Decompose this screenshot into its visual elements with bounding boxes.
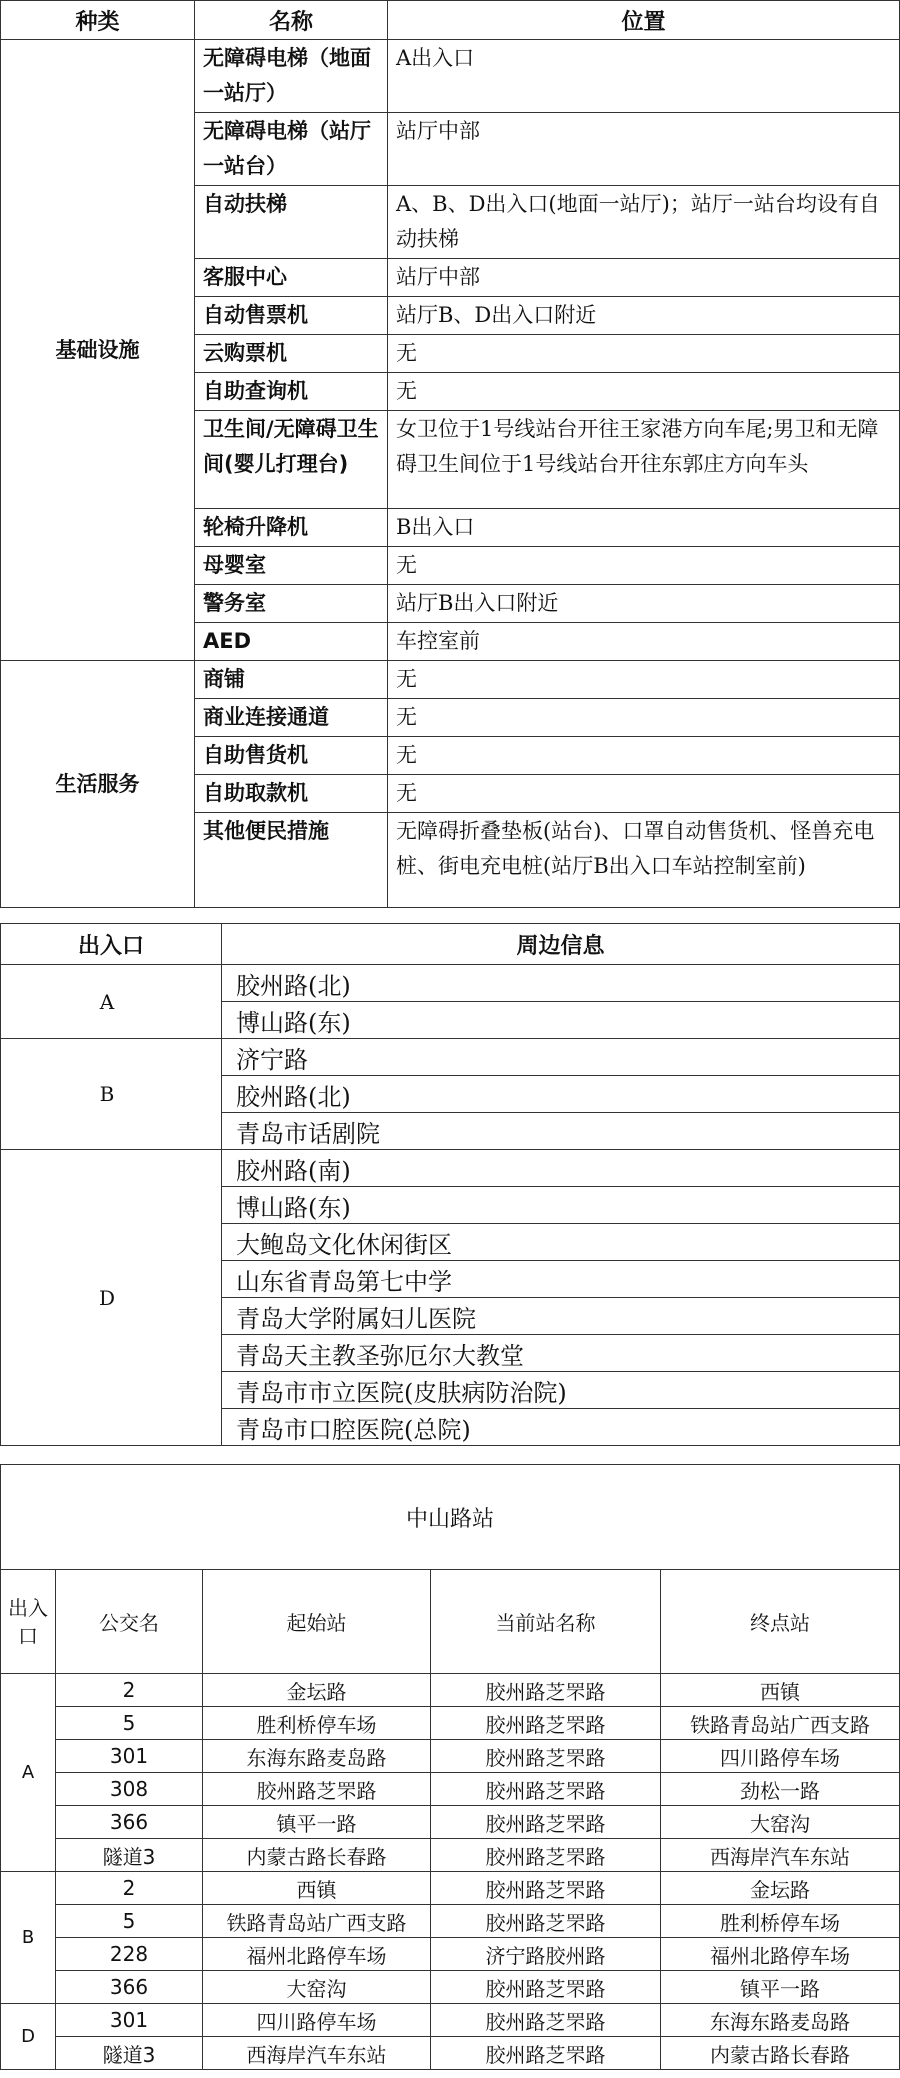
facility-name: 商铺 bbox=[195, 661, 388, 699]
facility-name: 无障碍电梯（站厅一站台） bbox=[195, 113, 388, 186]
facility-location: 站厅B出入口附近 bbox=[388, 585, 900, 623]
bus-row bbox=[1, 1839, 900, 1872]
facility-location: 无 bbox=[388, 661, 900, 699]
bus-current-stop: 胶州路芝罘路 bbox=[431, 1674, 661, 1707]
facility-name: 自助售货机 bbox=[195, 737, 388, 775]
bus-start-stop: 铁路青岛站广西支路 bbox=[203, 1905, 431, 1938]
bus-line: 5 bbox=[56, 1707, 203, 1740]
bus-row bbox=[1, 1971, 900, 2004]
bus-start-stop: 大窑沟 bbox=[203, 1971, 431, 2004]
bus-exit-label: D bbox=[1, 2004, 56, 2070]
facility-name: 自助查询机 bbox=[195, 373, 388, 411]
exit-place: 山东省青岛第七中学 bbox=[222, 1261, 900, 1298]
exits-header-row bbox=[1, 924, 900, 965]
exit-label: B bbox=[1, 1039, 222, 1150]
facilities-table bbox=[0, 0, 900, 908]
bus-end-stop: 西海岸汽车东站 bbox=[661, 1839, 900, 1872]
bus-start-stop: 金坛路 bbox=[203, 1674, 431, 1707]
bus-end-stop: 胜利桥停车场 bbox=[661, 1905, 900, 1938]
bus-end-stop: 东海东路麦岛路 bbox=[661, 2004, 900, 2037]
exit-place: 青岛大学附属妇儿医院 bbox=[222, 1298, 900, 1335]
bus-end-stop: 金坛路 bbox=[661, 1872, 900, 1905]
bus-line: 5 bbox=[56, 1905, 203, 1938]
facility-location: 无 bbox=[388, 547, 900, 585]
bus-current-stop: 胶州路芝罘路 bbox=[431, 1839, 661, 1872]
bus-line: 366 bbox=[56, 1806, 203, 1839]
bus-station-title: 中山路站 bbox=[1, 1465, 900, 1570]
bus-row bbox=[1, 1740, 900, 1773]
bus-end-stop: 镇平一路 bbox=[661, 1971, 900, 2004]
bus-current-stop: 胶州路芝罘路 bbox=[431, 2004, 661, 2037]
bus-start-stop: 镇平一路 bbox=[203, 1806, 431, 1839]
category-life: 生活服务 bbox=[1, 661, 195, 908]
facility-name: 商业连接通道 bbox=[195, 699, 388, 737]
exit-row bbox=[1, 1039, 900, 1076]
bus-current-stop: 胶州路芝罘路 bbox=[431, 2037, 661, 2070]
bus-line: 301 bbox=[56, 2004, 203, 2037]
facility-location: 无 bbox=[388, 699, 900, 737]
bus-start-stop: 胜利桥停车场 bbox=[203, 1707, 431, 1740]
bus-line: 2 bbox=[56, 1674, 203, 1707]
exit-place: 青岛市话剧院 bbox=[222, 1113, 900, 1150]
facility-location: 无障碍折叠垫板(站台)、口罩自动售货机、怪兽充电桩、街电充电桩(站厅B出入口车站控制室前) bbox=[388, 813, 900, 908]
bus-end-stop: 西镇 bbox=[661, 1674, 900, 1707]
facilities-header-row bbox=[1, 1, 900, 40]
category-basic: 基础设施 bbox=[1, 40, 195, 661]
exit-place: 胶州路(北) bbox=[222, 965, 900, 1002]
bus-line: 301 bbox=[56, 1740, 203, 1773]
facility-location: 车控室前 bbox=[388, 623, 900, 661]
bus-title-row bbox=[1, 1465, 900, 1570]
exit-row bbox=[1, 965, 900, 1002]
bus-line: 366 bbox=[56, 1971, 203, 2004]
exit-place: 胶州路(南) bbox=[222, 1150, 900, 1187]
facility-row bbox=[1, 40, 900, 113]
bus-start-stop: 胶州路芝罘路 bbox=[203, 1773, 431, 1806]
exit-label: A bbox=[1, 965, 222, 1039]
bus-row bbox=[1, 2004, 900, 2037]
facility-location: 无 bbox=[388, 335, 900, 373]
bus-row bbox=[1, 1905, 900, 1938]
facility-location: A、B、D出入口(地面一站厅)；站厅一站台均设有自动扶梯 bbox=[388, 186, 900, 259]
bus-start-stop: 东海东路麦岛路 bbox=[203, 1740, 431, 1773]
facility-location: A出入口 bbox=[388, 40, 900, 113]
facility-location: 无 bbox=[388, 775, 900, 813]
facility-name: 轮椅升降机 bbox=[195, 509, 388, 547]
bus-row bbox=[1, 1773, 900, 1806]
exit-place: 青岛天主教圣弥厄尔大教堂 bbox=[222, 1335, 900, 1372]
bus-exit-label: A bbox=[1, 1674, 56, 1872]
exit-place: 博山路(东) bbox=[222, 1002, 900, 1039]
facility-row bbox=[1, 661, 900, 699]
bus-body bbox=[1, 1465, 900, 2070]
facility-location: 女卫位于1号线站台开往王家港方向车尾;男卫和无障碍卫生间位于1号线站台开往东郭庄方向车头 bbox=[388, 411, 900, 509]
facilities-header-category: 种类 bbox=[1, 1, 195, 40]
exit-place: 青岛市市立医院(皮肤病防治院) bbox=[222, 1372, 900, 1409]
facilities-header-name: 名称 bbox=[195, 1, 388, 40]
bus-current-stop: 胶州路芝罘路 bbox=[431, 1872, 661, 1905]
bus-end-stop: 大窑沟 bbox=[661, 1806, 900, 1839]
facilities-header-location: 位置 bbox=[388, 1, 900, 40]
bus-header-row bbox=[1, 1570, 900, 1674]
facility-name: 其他便民措施 bbox=[195, 813, 388, 908]
bus-header-current: 当前站名称 bbox=[431, 1570, 661, 1674]
bus-row bbox=[1, 1674, 900, 1707]
facility-name: 卫生间/无障碍卫生间(婴儿打理台) bbox=[195, 411, 388, 509]
bus-end-stop: 铁路青岛站广西支路 bbox=[661, 1707, 900, 1740]
facility-name: 自动售票机 bbox=[195, 297, 388, 335]
facility-location: 无 bbox=[388, 737, 900, 775]
bus-line: 隧道3 bbox=[56, 2037, 203, 2070]
bus-header-line: 公交名 bbox=[56, 1570, 203, 1674]
bus-row bbox=[1, 1938, 900, 1971]
bus-header-end: 终点站 bbox=[661, 1570, 900, 1674]
facility-name: 无障碍电梯（地面一站厅） bbox=[195, 40, 388, 113]
facility-name: 自助取款机 bbox=[195, 775, 388, 813]
exit-place: 大鲍岛文化休闲街区 bbox=[222, 1224, 900, 1261]
exit-place: 济宁路 bbox=[222, 1039, 900, 1076]
bus-line: 2 bbox=[56, 1872, 203, 1905]
bus-row bbox=[1, 1872, 900, 1905]
exit-place: 青岛市口腔医院(总院) bbox=[222, 1409, 900, 1446]
facility-location: 站厅中部 bbox=[388, 113, 900, 186]
bus-header-start: 起始站 bbox=[203, 1570, 431, 1674]
bus-row bbox=[1, 1707, 900, 1740]
bus-current-stop: 胶州路芝罘路 bbox=[431, 1740, 661, 1773]
bus-start-stop: 内蒙古路长春路 bbox=[203, 1839, 431, 1872]
exit-place: 胶州路(北) bbox=[222, 1076, 900, 1113]
facility-name: 云购票机 bbox=[195, 335, 388, 373]
bus-current-stop: 胶州路芝罘路 bbox=[431, 1905, 661, 1938]
bus-end-stop: 福州北路停车场 bbox=[661, 1938, 900, 1971]
exits-body bbox=[1, 965, 900, 1446]
bus-start-stop: 四川路停车场 bbox=[203, 2004, 431, 2037]
bus-current-stop: 济宁路胶州路 bbox=[431, 1938, 661, 1971]
exits-header-info: 周边信息 bbox=[222, 924, 900, 965]
exit-label: D bbox=[1, 1150, 222, 1446]
exit-row bbox=[1, 1150, 900, 1187]
bus-line: 隧道3 bbox=[56, 1839, 203, 1872]
facility-location: B出入口 bbox=[388, 509, 900, 547]
bus-end-stop: 内蒙古路长春路 bbox=[661, 2037, 900, 2070]
bus-end-stop: 四川路停车场 bbox=[661, 1740, 900, 1773]
bus-end-stop: 劲松一路 bbox=[661, 1773, 900, 1806]
bus-start-stop: 西海岸汽车东站 bbox=[203, 2037, 431, 2070]
bus-line: 308 bbox=[56, 1773, 203, 1806]
facility-name: AED bbox=[195, 623, 388, 661]
facility-name: 警务室 bbox=[195, 585, 388, 623]
bus-current-stop: 胶州路芝罘路 bbox=[431, 1773, 661, 1806]
bus-row bbox=[1, 1806, 900, 1839]
bus-current-stop: 胶州路芝罘路 bbox=[431, 1806, 661, 1839]
exit-place: 博山路(东) bbox=[222, 1187, 900, 1224]
facility-location: 无 bbox=[388, 373, 900, 411]
facility-name: 客服中心 bbox=[195, 259, 388, 297]
bus-start-stop: 福州北路停车场 bbox=[203, 1938, 431, 1971]
facilities-body bbox=[1, 40, 900, 908]
exits-header-exit: 出入口 bbox=[1, 924, 222, 965]
bus-line: 228 bbox=[56, 1938, 203, 1971]
facility-location: 站厅B、D出入口附近 bbox=[388, 297, 900, 335]
facility-location: 站厅中部 bbox=[388, 259, 900, 297]
bus-start-stop: 西镇 bbox=[203, 1872, 431, 1905]
bus-current-stop: 胶州路芝罘路 bbox=[431, 1971, 661, 2004]
bus-row bbox=[1, 2037, 900, 2070]
facility-name: 自动扶梯 bbox=[195, 186, 388, 259]
bus-current-stop: 胶州路芝罘路 bbox=[431, 1707, 661, 1740]
bus-header-exit: 出入口 bbox=[1, 1570, 56, 1674]
facility-name: 母婴室 bbox=[195, 547, 388, 585]
bus-exit-label: B bbox=[1, 1872, 56, 2004]
exits-table bbox=[0, 923, 900, 1446]
bus-table bbox=[0, 1464, 900, 2070]
